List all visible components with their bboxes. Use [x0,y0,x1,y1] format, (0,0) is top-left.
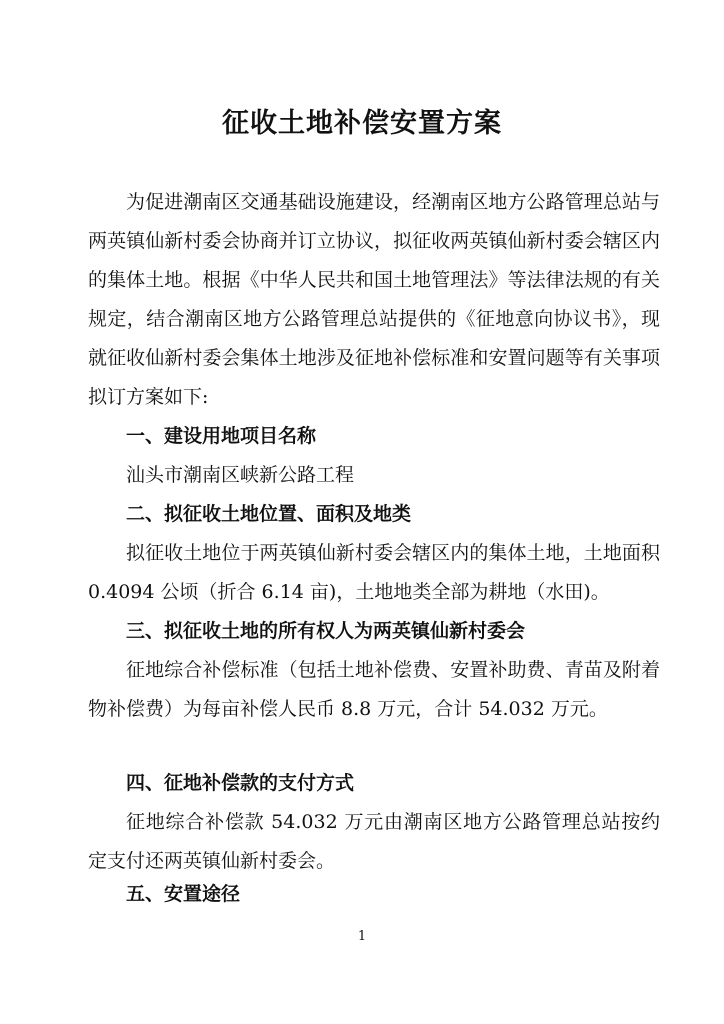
document-title: 征收土地补偿安置方案 [222,108,502,139]
intro-paragraph: 为促进潮南区交通基础设施建设，经潮南区地方公路管理总站与两英镇仙新村委会协商并订立协议，拟征收两英镇仙新村委会辖区内的集体土地。根据《中华人民共和国土地管理法》等法律法规的有关规定，结合潮南区地方公路管理总站提供的《征地意向协议书》，现就征收仙新村委会集体土地涉及征地补偿标准和安置问题等有关事项拟订方案如下: [88,191,660,408]
section-1-heading: 一、建设用地项目名称 [126,425,317,447]
section-4-heading: 四、征地补偿款的支付方式 [126,772,355,794]
section-3-heading: 三、拟征收土地的所有权人为两英镇仙新村委会 [126,620,526,642]
section-5-heading: 五、安置途径 [126,883,241,905]
section-3-body: 征地综合补偿标准（包括土地补偿费、安置补助费、青苗及附着物补偿费）为每亩补偿人民币 8.8 万元，合计 54.032 万元。 [88,659,660,720]
section-2-heading: 二、拟征收土地位置、面积及地类 [126,503,412,525]
section-4-body: 征地综合补偿款 54.032 万元由潮南区地方公路管理总站按约定支付还两英镇仙新村委会。 [88,811,660,872]
section-1-body: 汕头市潮南区峡新公路工程 [126,464,355,486]
section-2-body: 拟征收土地位于两英镇仙新村委会辖区内的集体土地，土地面积 0.4094 公顷（折合 6.14 亩)，土地地类全部为耕地（水田)。 [88,542,660,603]
page-number: 1 [357,929,367,944]
